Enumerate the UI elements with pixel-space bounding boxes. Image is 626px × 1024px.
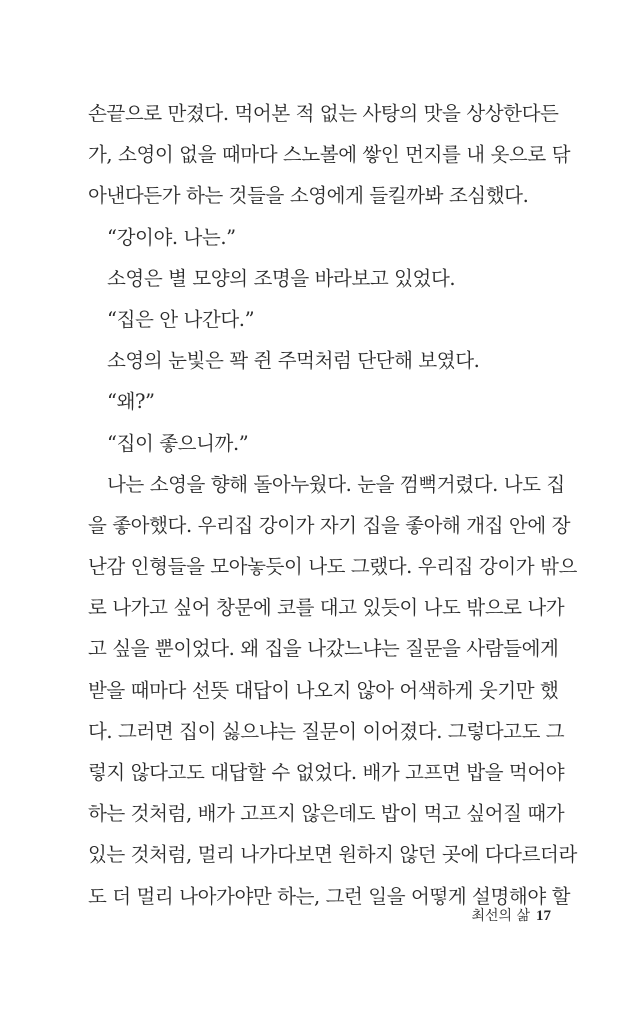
text-line: 가, 소영이 없을 때마다 스노볼에 쌓인 먼지를 내 옷으로 닦 [88, 143, 571, 167]
page-number: 17 [536, 908, 551, 924]
text-line: 을 좋아했다. 우리집 강이가 자기 집을 좋아해 개집 안에 장 [88, 513, 571, 537]
text-line: 렇지 않다고도 대답할 수 없었다. 배가 고프면 밥을 먹어야 [88, 761, 565, 784]
text-line: 로 나가고 싶어 창문에 코를 대고 있듯이 나도 밖으로 나가 [88, 596, 565, 620]
text-line: 고 싶을 뿐이었다. 왜 집을 나갔느냐는 질문을 사람들에게 [88, 637, 559, 661]
text-line: 다. 그러면 집이 싫으냐는 질문이 이어졌다. 그렇다고도 그 [88, 719, 565, 743]
dialogue-line: “왜?” [107, 390, 155, 414]
dialogue-line: “강이야. 나는.” [107, 225, 236, 249]
text-line: 소영은 별 모양의 조명을 바라보고 있었다. [107, 266, 456, 290]
dialogue-line: “집은 안 나간다.” [107, 307, 255, 331]
dialogue-line: “집이 좋으니까.” [107, 431, 249, 455]
text-line: 도 더 멀리 나아가야만 하는, 그런 일을 어떻게 설명해야 할 [88, 884, 571, 908]
text-line: 있는 것처럼, 멀리 나가다보면 원하지 않던 곳에 다다르더라 [88, 843, 577, 867]
text-line: 아낸다든가 하는 것들을 소영에게 들킬까봐 조심했다. [88, 184, 529, 208]
text-line: 난감 인형들을 모아놓듯이 나도 그랬다. 우리집 강이가 밖으 [88, 555, 577, 579]
text-line: 받을 때마다 선뜻 대답이 나오지 않아 어색하게 웃기만 했 [88, 678, 559, 702]
running-title: 최선의 삶 [471, 908, 530, 924]
page-footer [471, 906, 551, 926]
text-line: 나는 소영을 향해 돌아누웠다. 눈을 껌뻑거렸다. 나도 집 [107, 472, 565, 496]
text-line: 하는 것처럼, 배가 고프지 않은데도 밥이 먹고 싶어질 때가 [88, 802, 565, 826]
text-line: 소영의 눈빛은 꽉 쥔 주먹처럼 단단해 보였다. [107, 349, 480, 373]
text-line: 손끝으로 만졌다. 먹어본 적 없는 사탕의 맛을 상상한다든 [88, 102, 559, 125]
